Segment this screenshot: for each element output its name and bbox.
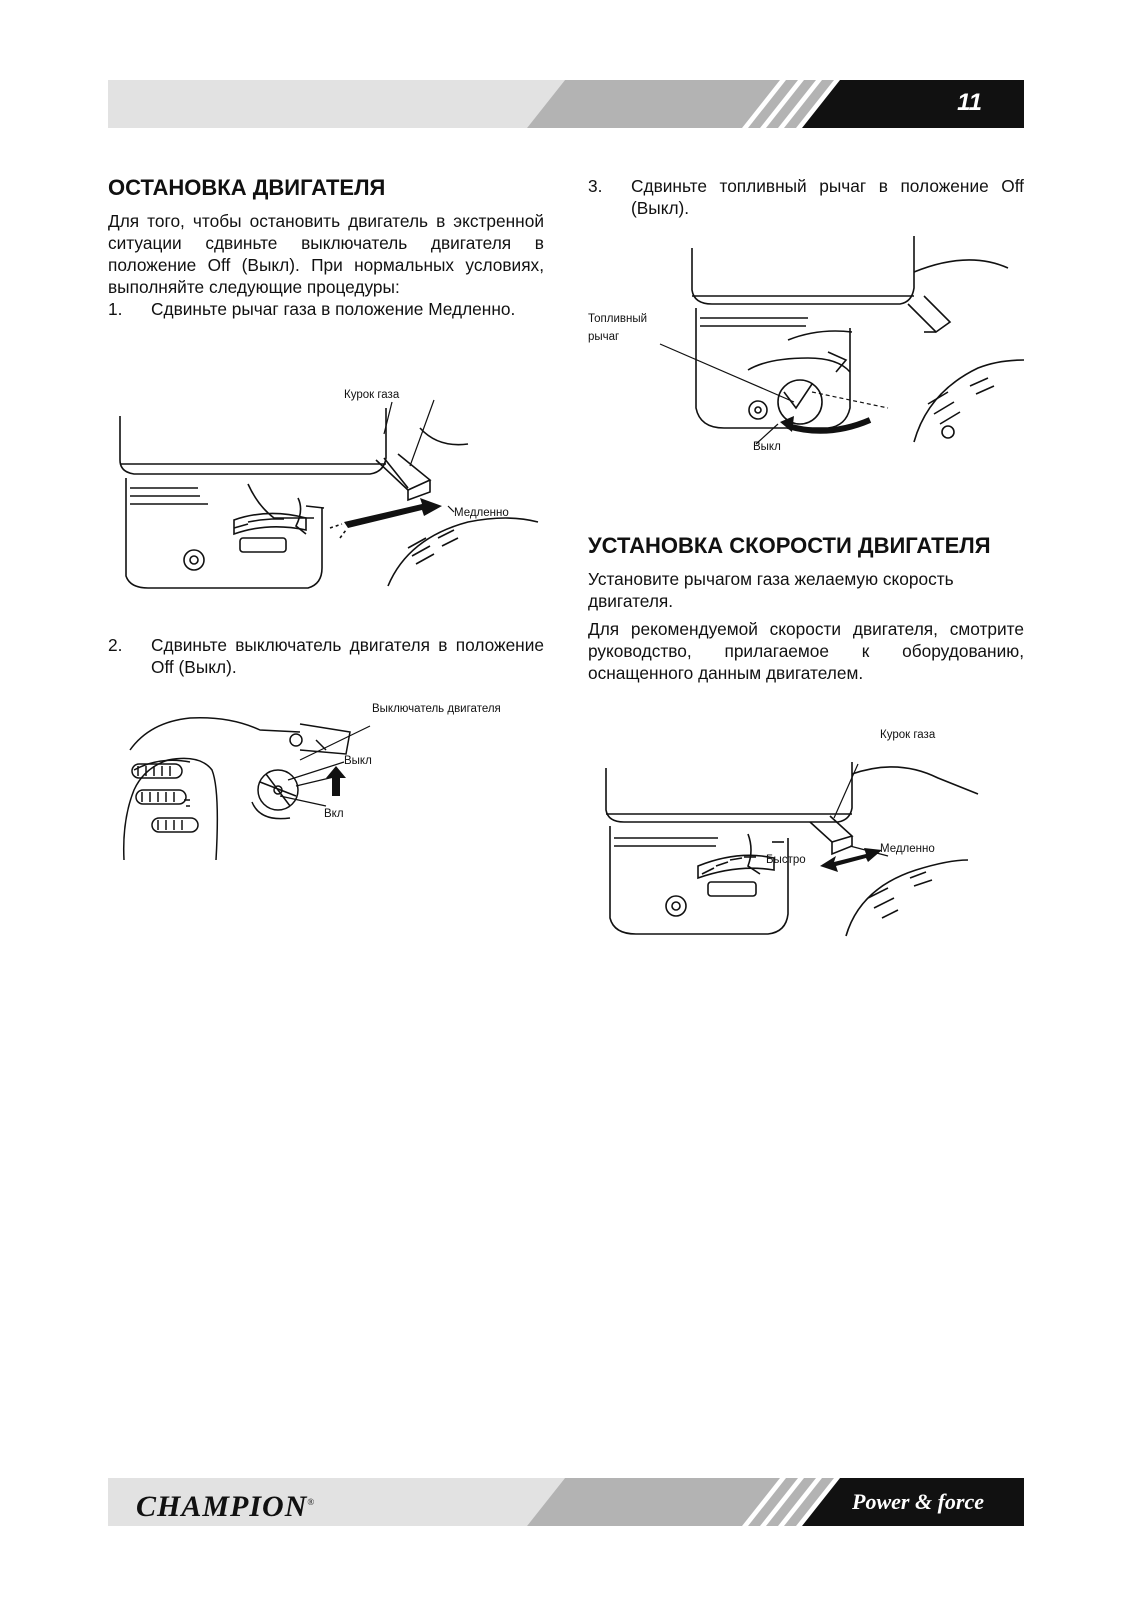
fig2-label-off: Выкл bbox=[344, 755, 372, 767]
fig4-label-throttle-lever: Курок газа bbox=[880, 729, 936, 741]
fig4-label-slow: Медленно bbox=[880, 843, 935, 855]
champion-logo bbox=[136, 1480, 315, 1524]
step-2 bbox=[108, 634, 544, 678]
step-3 bbox=[588, 175, 1024, 219]
speed-paragraph-1: Установите рычагом газа желаемую скорость двигателя. bbox=[588, 569, 954, 611]
brand-registered-mark: ® bbox=[307, 1497, 316, 1507]
step-2-number: 2. bbox=[108, 635, 123, 655]
fig3-label-off: Выкл bbox=[753, 441, 781, 453]
section-title-stop-engine: ОСТАНОВКА ДВИГАТЕЛЯ bbox=[108, 175, 386, 200]
step-1-text: Сдвиньте рычаг газа в положение Медленно. bbox=[151, 299, 516, 319]
figure-throttle-speed bbox=[598, 729, 1028, 938]
fig3-label-fuel-lever-line2: рычаг bbox=[588, 331, 620, 343]
speed-paragraph-2: Для рекомендуемой скорости двигателя, смотрите руководство, прилагаемое к оборудованию, оснащенного данным двигателем. bbox=[588, 619, 1024, 683]
fig3-label-fuel-lever-line1: Топливный bbox=[588, 313, 648, 325]
page-number: 11 bbox=[957, 89, 982, 116]
figure-throttle-lever-slow bbox=[108, 388, 548, 608]
intro-paragraph: Для того, чтобы остановить двигатель в экстренной ситуации сдвиньте выключатель двигателя в положение Off (Выкл). При нормальных условиях, выполняйте следующие процедуры: bbox=[108, 211, 544, 297]
brand-name: CHAMPION bbox=[136, 1490, 308, 1523]
step-3-text: Сдвиньте топливный рычаг в положение Off (Выкл). bbox=[631, 176, 1024, 218]
slogan: Power & force bbox=[852, 1489, 984, 1514]
step-1-number: 1. bbox=[108, 299, 123, 319]
section-title-engine-speed: УСТАНОВКА СКОРОСТИ ДВИГАТЕЛЯ bbox=[588, 533, 991, 558]
step-2-text: Сдвиньте выключатель двигателя в положение Off (Выкл). bbox=[151, 635, 544, 677]
fig1-label-slow: Медленно bbox=[454, 507, 509, 519]
step-1 bbox=[108, 298, 544, 320]
left-column-step2 bbox=[108, 634, 544, 678]
fig2-label-engine-switch: Выключатель двигателя bbox=[372, 703, 501, 715]
fig1-label-throttle-lever: Курок газа bbox=[344, 389, 400, 401]
step-3-number: 3. bbox=[588, 176, 603, 196]
fig2-label-on: Вкл bbox=[324, 808, 344, 820]
right-column-step3 bbox=[588, 175, 1024, 219]
figure-fuel-lever-off bbox=[588, 232, 1024, 468]
right-column-speed bbox=[588, 532, 1024, 684]
fig4-label-fast: Быстро bbox=[766, 854, 806, 866]
figure-engine-switch-off bbox=[120, 703, 540, 860]
left-column bbox=[108, 174, 544, 320]
